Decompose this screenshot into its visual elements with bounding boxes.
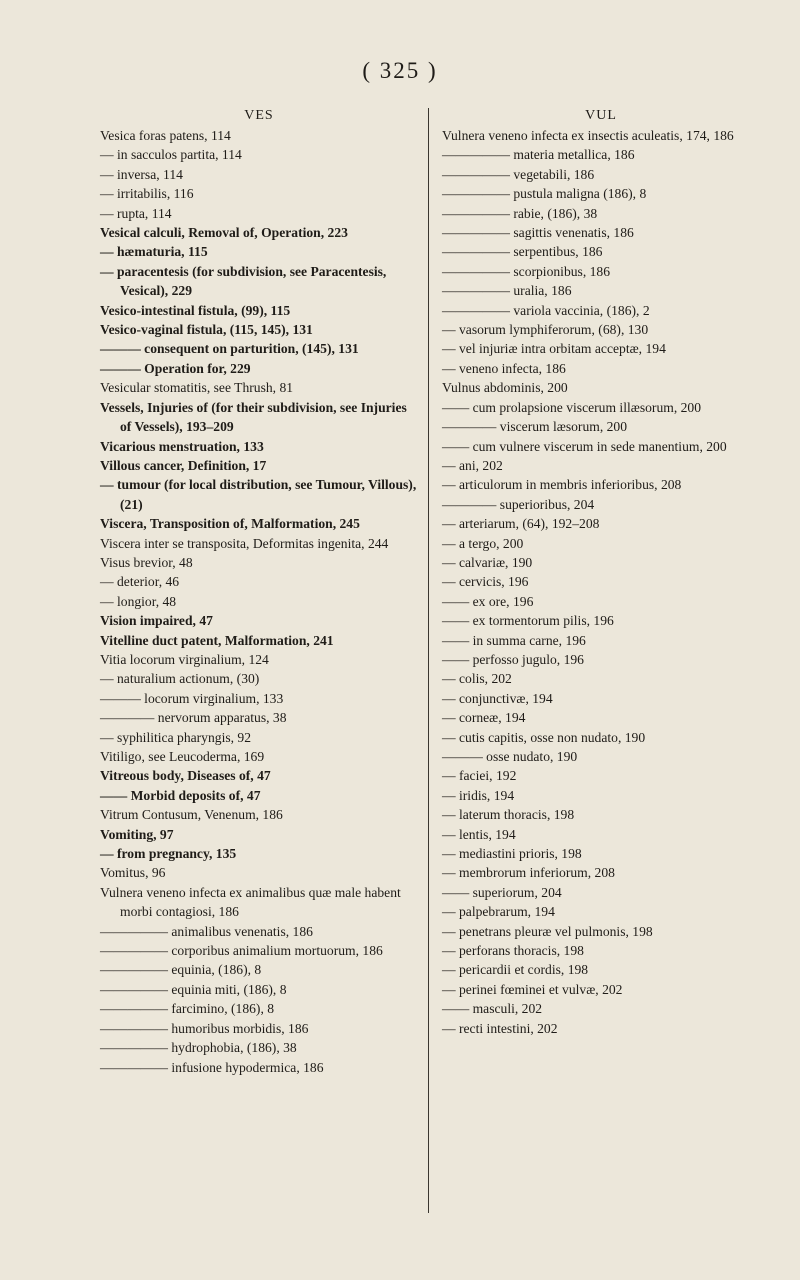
index-entry: —— in summa carne, 196 [442, 632, 586, 648]
index-entry: ————— humoribus morbidis, 186 [100, 1020, 309, 1036]
index-entry: — conjunctivæ, 194 [442, 690, 553, 706]
index-entry: — mediastini prioris, 198 [442, 846, 582, 862]
index-entry: — irritabilis, 116 [100, 186, 194, 202]
index-entry: — faciei, 192 [442, 768, 517, 784]
index-entry: —— superiorum, 204 [442, 884, 562, 900]
index-entry: — ani, 202 [442, 457, 503, 473]
index-entry: Vesical calculi, Removal of, Operation, 223 [100, 225, 348, 241]
index-entry: Vesico-vaginal fistula, (115, 145), 131 [100, 322, 313, 338]
index-entry: — tumour (for local distribution, see Tumour, Villous), (21) [100, 477, 417, 512]
index-entry: — syphilitica pharyngis, 92 [100, 729, 252, 745]
right-column [442, 108, 760, 1038]
index-entry: — paracentesis (for subdivision, see Paracentesis, Vesical), 229 [100, 263, 387, 299]
index-entry: Villous cancer, Definition, 17 [100, 457, 267, 473]
index-entry: —— masculi, 202 [442, 1001, 543, 1017]
index-entry: — perinei fœminei et vulvæ, 202 [442, 981, 623, 997]
column-header: VUL [585, 108, 617, 123]
index-entry: Vulnera veneno infecta ex animalibus quæ male habent morbi contagiosi, 186 [100, 884, 401, 920]
index-entry: ————— rabie, (186), 38 [442, 205, 598, 221]
index-entry: ——— locorum virginalium, 133 [100, 690, 284, 706]
index-entry: — colis, 202 [442, 671, 512, 687]
index-entry: — lentis, 194 [442, 826, 516, 842]
index-entry: —— cum vulnere viscerum in sede manentium, 200 [442, 438, 727, 454]
index-entry: — perforans thoracis, 198 [442, 943, 584, 959]
index-entry: ————— scorpionibus, 186 [442, 263, 611, 279]
index-entry: —— ex tormentorum pilis, 196 [442, 613, 614, 629]
index-entry: ————— equinia, (186), 8 [100, 962, 262, 978]
index-entry: — cervicis, 196 [442, 574, 529, 590]
index-entry: — palpebrarum, 194 [442, 904, 555, 920]
index-entry: ———— nervorum apparatus, 38 [100, 710, 287, 726]
index-entry: —— cum prolapsione viscerum illæsorum, 200 [442, 399, 702, 415]
index-entry: — rupta, 114 [100, 205, 172, 221]
page-number: ( 325 ) [362, 58, 438, 83]
index-entry: ————— uralia, 186 [442, 283, 572, 299]
index-entry: Vesico-intestinal fistula, (99), 115 [100, 302, 291, 318]
column-divider [428, 108, 429, 1213]
index-entry: Vitia locorum virginalium, 124 [100, 651, 269, 667]
entry-list [442, 126, 760, 1038]
left-column [100, 108, 418, 1077]
index-entry: — laterum thoracis, 198 [442, 807, 575, 823]
index-entry: — naturalium actionum, (30) [100, 671, 260, 687]
index-entry: — penetrans pleuræ vel pulmonis, 198 [442, 923, 653, 939]
index-entry: ——— Operation for, 229 [100, 360, 251, 376]
index-entry: ————— serpentibus, 186 [442, 244, 603, 260]
index-entry: ————— infusione hypodermica, 186 [100, 1059, 324, 1075]
index-entry: ——— consequent on parturition, (145), 131 [100, 341, 359, 357]
index-entry: ————— variola vaccinia, (186), 2 [442, 302, 650, 318]
index-entry: Vesica foras patens, 114 [100, 128, 231, 143]
index-entry: — corneæ, 194 [442, 710, 526, 726]
index-entry: Vitelline duct patent, Malformation, 241 [100, 632, 334, 648]
index-entry: Vomitus, 96 [100, 865, 166, 881]
index-entry: — calvariæ, 190 [442, 554, 533, 570]
index-entry: —— Morbid deposits of, 47 [100, 787, 261, 803]
index-entry: ————— vegetabili, 186 [442, 166, 595, 182]
index-entry: Visus brevior, 48 [100, 554, 193, 570]
index-entry: — veneno infecta, 186 [442, 360, 566, 376]
index-entry: ———— viscerum læsorum, 200 [442, 419, 628, 435]
index-entry: Vulnera veneno infecta ex insectis aculeatis, 174, 186 [442, 128, 734, 143]
index-entry: — hæmaturia, 115 [100, 244, 208, 260]
index-entry: — cutis capitis, osse non nudato, 190 [442, 729, 646, 745]
index-entry: —— ex ore, 196 [442, 593, 534, 609]
index-entry: Vomiting, 97 [100, 826, 174, 842]
index-entry: Vulnus abdominis, 200 [442, 380, 568, 396]
index-entry: Vitreous body, Diseases of, 47 [100, 768, 271, 784]
index-entry: Vitrum Contusum, Venenum, 186 [100, 807, 283, 823]
index-entry: Viscera, Transposition of, Malformation, 245 [100, 516, 360, 532]
index-entry: ————— pustula maligna (186), 8 [442, 186, 647, 202]
index-entry: ——— osse nudato, 190 [442, 749, 578, 764]
column-header: VES [244, 108, 274, 123]
index-entry: Vicarious menstruation, 133 [100, 438, 264, 454]
index-entry: ———— superioribus, 204 [442, 496, 595, 512]
index-entry: — pericardii et cordis, 198 [442, 962, 589, 978]
index-entry: —— perfosso jugulo, 196 [442, 651, 584, 667]
index-entry: — recti intestini, 202 [442, 1020, 558, 1036]
index-entry: ————— sagittis venenatis, 186 [442, 225, 634, 241]
index-entry: — membrorum inferiorum, 208 [442, 865, 615, 881]
index-entry: Vision impaired, 47 [100, 613, 213, 629]
index-entry: ————— equinia miti, (186), 8 [100, 981, 287, 997]
index-entry: Viscera inter se transposita, Deformitas ingenita, 244 [100, 535, 389, 551]
entry-list [100, 126, 418, 1077]
index-entry: — deterior, 46 [100, 574, 180, 590]
index-entry: — longior, 48 [100, 593, 177, 609]
index-entry: — arteriarum, (64), 192–208 [442, 516, 600, 532]
index-entry: ————— farcimino, (186), 8 [100, 1001, 275, 1017]
index-entry: Vitiligo, see Leucoderma, 169 [100, 749, 265, 764]
index-entry: Vessels, Injuries of (for their subdivision, see Injuries of Vessels), 193–209 [100, 399, 407, 435]
index-entry: ————— corporibus animalium mortuorum, 186 [100, 943, 383, 959]
index-entry: — inversa, 114 [100, 166, 183, 182]
index-entry: ————— animalibus venenatis, 186 [100, 923, 313, 939]
index-entry: ————— hydrophobia, (186), 38 [100, 1040, 297, 1056]
index-entry: — vasorum lymphiferorum, (68), 130 [442, 322, 649, 338]
index-entry: — in sacculos partita, 114 [100, 147, 242, 163]
index-entry: — vel injuriæ intra orbitam acceptæ, 194 [442, 341, 666, 357]
index-entry: Vesicular stomatitis, see Thrush, 81 [100, 380, 294, 396]
index-entry: — articulorum in membris inferioribus, 208 [442, 477, 682, 493]
index-entry: — iridis, 194 [442, 787, 515, 803]
index-entry: ————— materia metallica, 186 [442, 147, 635, 163]
index-entry: — a tergo, 200 [442, 535, 524, 551]
index-entry: — from pregnancy, 135 [100, 846, 237, 862]
